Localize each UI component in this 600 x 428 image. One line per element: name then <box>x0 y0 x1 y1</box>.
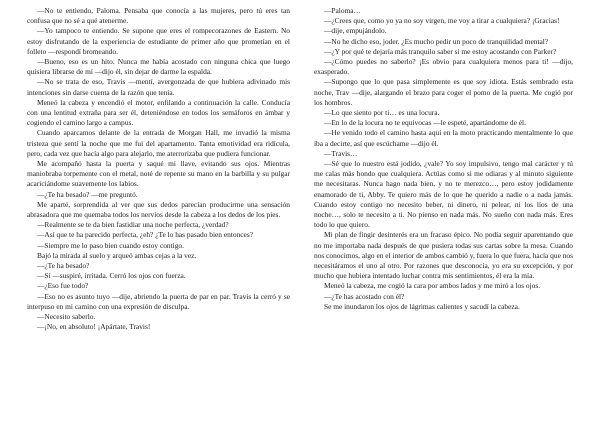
right-paragraph: —Travis… <box>324 148 358 158</box>
right-paragraph: —¿Crees que, como yo ya no soy virgen, me voy a tirar a cualquiera? ¡Gracias! <box>324 16 560 26</box>
right-paragraph: —He venido todo el camino hasta aquí en la moto practicando mentalmente lo que iba a decirte, así que escúchame —dijo él. <box>314 128 573 148</box>
left-paragraph: —Necesito saberlo. <box>37 312 96 322</box>
right-paragraph: —En lo de la locura no te equivocas —le espeté, apartándome de él. <box>324 118 526 128</box>
right-paragraph: —¿Te has acostado con él? <box>324 291 405 301</box>
left-paragraph: —Siempre me lo paso bien cuando estoy contigo. <box>37 240 184 250</box>
right-paragraph: —¿Y por qué te dejaría más tranquilo saber si me estoy acostando con Parker? <box>324 46 557 56</box>
left-paragraph: Me acompañó hasta la puerta y saqué mi llave, evitando sus ojos. Mientras maniobraba torpemente con el metal, noté de repente su mano en la barbilla y su pulgar acariciándome suavemente los labios. <box>27 159 290 189</box>
right-page <box>300 0 600 428</box>
right-paragraph: —Supongo que lo que pasa simplemente es que soy idiota. Estás sembrado esta noche, Trav —dije, alargando el brazo para coger el pomo de la puerta. Me cogió por los hombros. <box>314 77 573 107</box>
right-paragraph: —dije, empujándolo. <box>324 26 387 36</box>
right-paragraph: Meneó la cabeza, me cogió la cara por ambos lados y me miró a los ojos. <box>324 281 541 291</box>
left-paragraph: —No se trata de eso, Travis —mentí, avergonzada de que hubiera adivinado mis intenciones sin darse cuenta de la razón que tenía. <box>27 77 290 97</box>
left-paragraph: —Realmente se te da bien fastidiar una noche perfecta, ¿verdad? <box>37 220 229 230</box>
left-paragraph: Cuando aparcamos delante de la entrada de Morgan Hall, me invadió la misma tristeza que sentí la noche que me fui del apartamento. Tanta emotividad era ridícula, pero, cada vez que hacía algo para alejarlo, me aterrorizaba que pudiera funcionar. <box>27 128 290 158</box>
left-paragraph: —¿Te ha besado? —me preguntó. <box>37 189 138 199</box>
left-paragraph: Meneó la cabeza y encendió el motor, enfilando a continuación la calle. Conducía con una lentitud extraña para ser él, deteniéndose en todos los semáforos en ámbar y cogiendo el camino largo a campus. <box>27 97 290 128</box>
right-paragraph: —Lo que siento por ti… es una locura. <box>324 108 440 118</box>
right-paragraph: —No he dicho eso, joder. ¿Es mucho pedir un poco de tranquilidad mental? <box>324 36 549 46</box>
right-paragraph: —¿Cómo puedes no saberlo? ¡Es obvio para cualquiera menos para ti! —dijo, exasperado. <box>314 57 573 77</box>
left-paragraph: —Eso no es asunto tuyo —dije, abriendo la puerta de par en par. Travis la cerró y se interpuso en mi camino con una expresión de disculpa. <box>27 291 290 311</box>
left-paragraph: —Sí —suspiré, irritada. Cerró los ojos con fuerza. <box>37 271 186 281</box>
left-paragraph: —Así que te ha parecido perfecta, ¿eh? ¿Te lo has pasado bien entonces? <box>37 230 253 240</box>
right-paragraph: Se me inundaron los ojos de lágrimas calientes y sacudí la cabeza. <box>324 301 520 311</box>
left-paragraph: Me aparté, sorprendida al ver que sus dedos parecían producirme una sensación abrasadora que me quemaba todos los nervios desde la cabeza a los dedos de los pies. <box>27 199 290 220</box>
left-paragraph: Bajó la mirada al suelo y arqueó ambas cejas a la vez. <box>37 250 197 260</box>
right-paragraph: —Sé que lo nuestro está jodido, ¿vale? Yo soy impulsivo, tengo mal carácter y tú me calas más hondo que cualquiera. Actúas como si me odiaras y al minuto siguiente me necesitaras. Nunca hago nada bien, y no te merezco…, pero estoy jodidamente enamorado de ti, Abby. Te quiero más de lo que he querido a nadie o a nada jamás. Cuando estoy contigo no necesito beber, ni dinero, ni pelear, ni los líos de una noche…, solo te necesito a ti. No pienso en nada más. No sueño con nada más. Eres todo lo que quiero. <box>314 159 573 230</box>
left-paragraph: —¿Te ha besado? <box>37 261 90 271</box>
left-paragraph: —Yo tampoco te entiendo. Se supone que eres el rompecorazones de Eastern. No estoy disfrutando de la experiencia de estudiante de primer año que prometían en el folleto —respondí bromeando. <box>27 26 290 56</box>
right-paragraph: Mi plan de fingir desinterés era un fracaso épico. No podía seguir aparentando que no me importaba nada después de que pusiera todas sus cartas sobre la mesa. Cuando nos conocimos, algo en el interior de ambos cambió y, fuera lo que fuera, hacía que nos necesitáramos el uno al otro. Por razones que desconocía, yo era su excepción, y por mucho que hubiera intentado luchar contra mis sentimientos, él era la mía. <box>314 230 573 281</box>
left-paragraph: —¿Eso fue todo? <box>37 281 89 291</box>
left-paragraph: —¡No, en absoluto! ¡Apártate, Travis! <box>37 322 151 332</box>
left-paragraph: —No te entiendo, Paloma. Pensaba que conocía a las mujeres, pero tú eres tan confusa que no sé a qué atenerme. <box>27 6 290 26</box>
right-paragraph: —Paloma… <box>324 6 361 15</box>
left-paragraph: —Bueno, eso es un hito. Nunca me había acostado con ninguna chica que luego quisiera librarse de mí —dijo él, sin dejar de darme la espalda. <box>27 57 290 77</box>
